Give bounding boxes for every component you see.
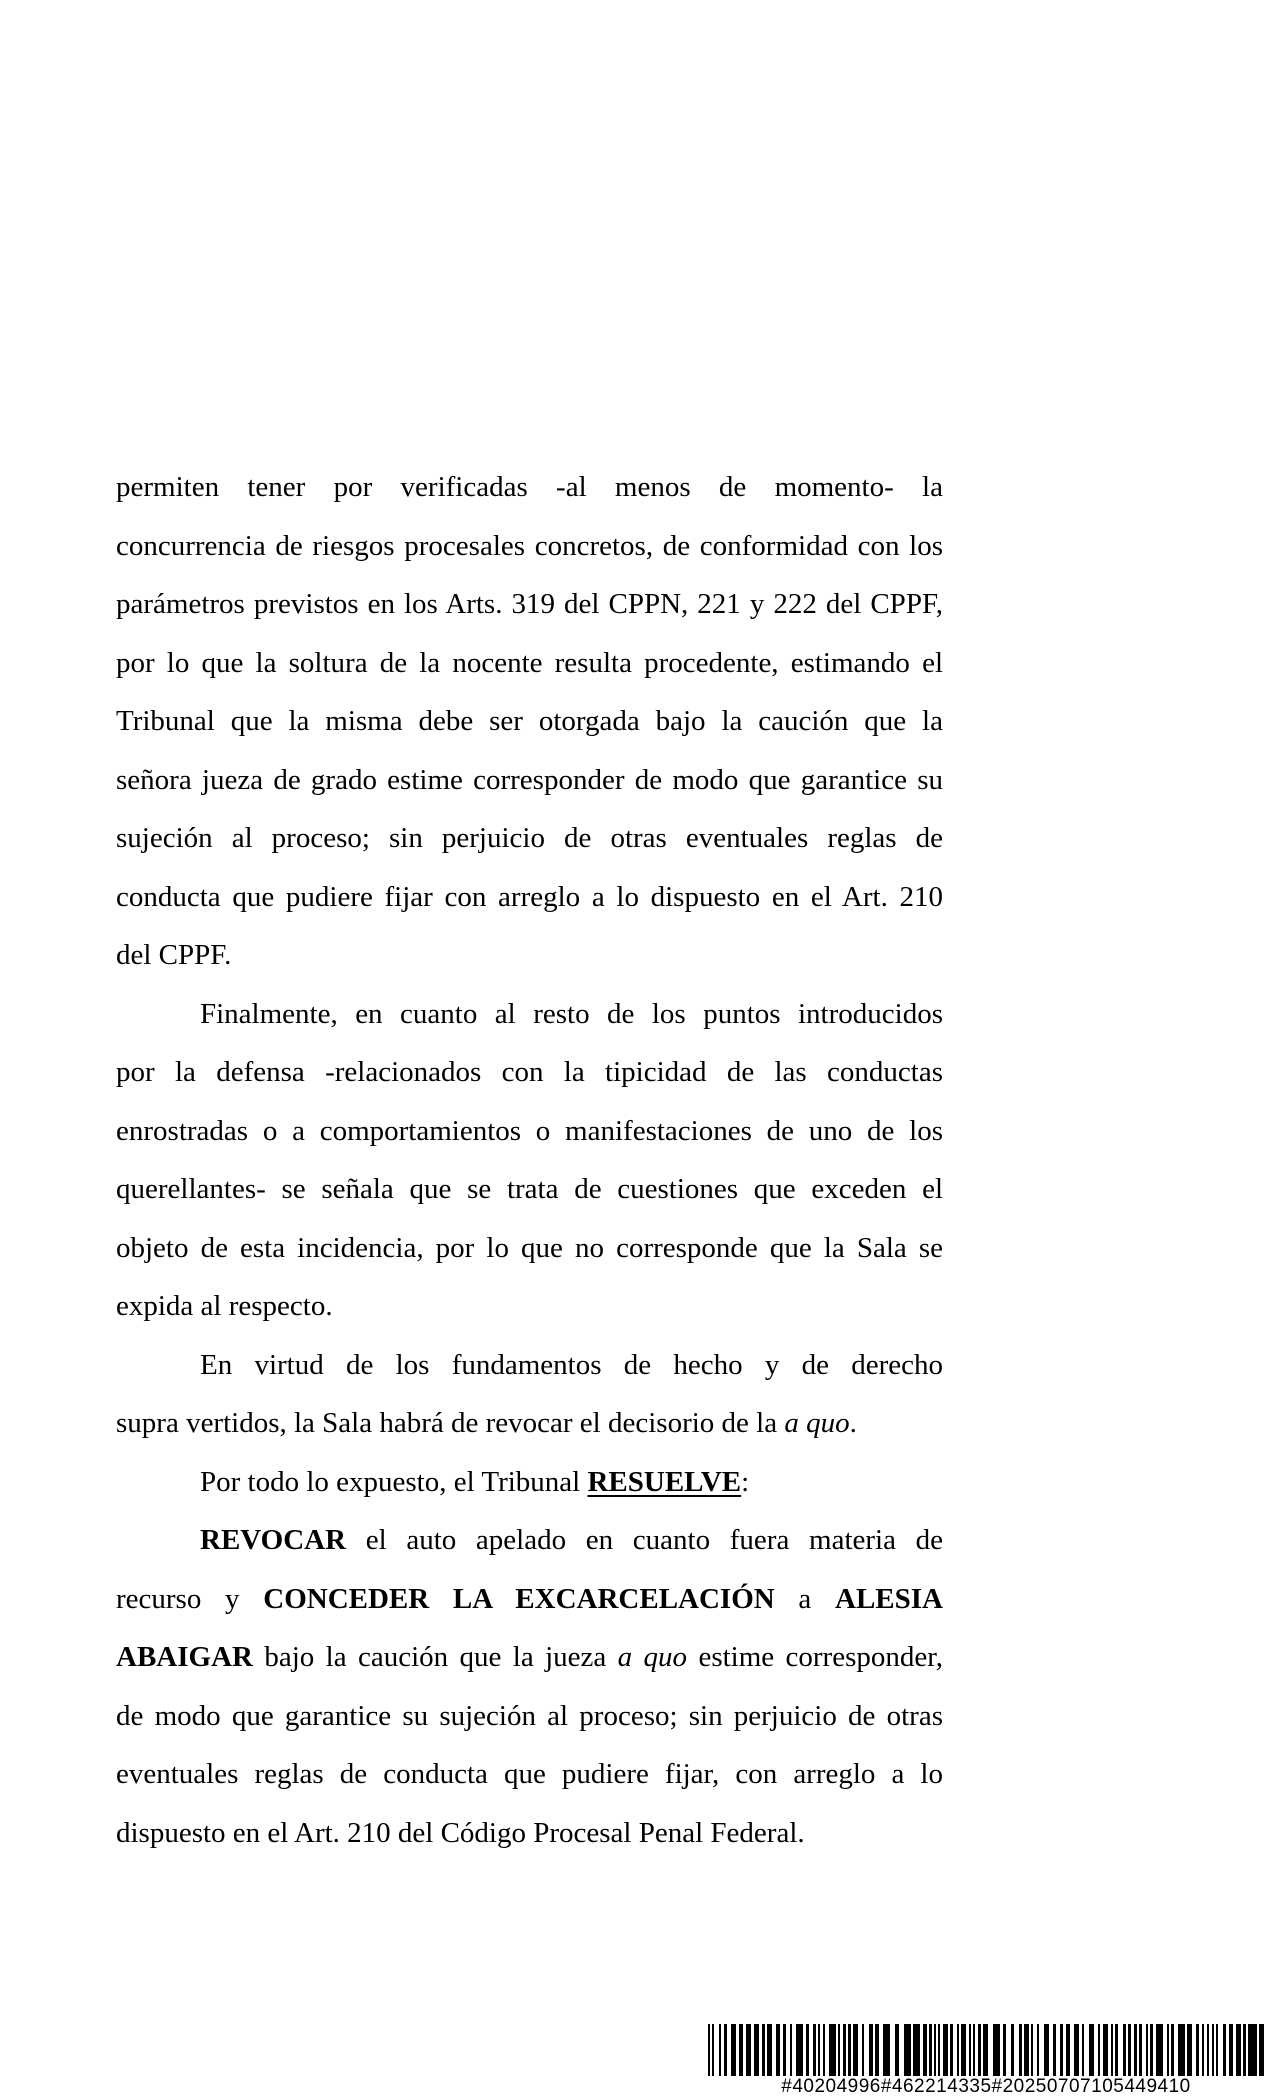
document-body [116, 458, 943, 1862]
text-line: querellantes- se señala que se trata de cuestiones que exceden el [116, 1173, 943, 1205]
text-line: objeto de esta incidencia, por lo que no corresponde que la Sala se [116, 1231, 943, 1264]
text-line: ABAIGAR bajo la caución que la jueza a quo estime corresponder, [116, 1641, 943, 1673]
text-line: dispuesto en el Art. 210 del Código Procesal Penal Federal. [116, 1816, 805, 1849]
text-line: parámetros previstos en los Arts. 319 del CPPN, 221 y 222 del CPPF, [116, 588, 943, 620]
text-line: REVOCAR el auto apelado en cuanto fuera materia de [200, 1524, 943, 1556]
text-line: expida al respecto. [116, 1290, 333, 1322]
text-line: conducta que pudiere fijar con arreglo a lo dispuesto en el Art. 210 [116, 880, 943, 913]
text-line: por lo que la soltura de la nocente resulta procedente, estimando el [116, 646, 943, 679]
text-line: señora jueza de grado estime corresponder de modo que garantice su [116, 763, 943, 796]
text-line: eventuales reglas de conducta que pudiere fijar, con arreglo a lo [116, 1758, 943, 1790]
text-line: permiten tener por verificadas -al menos de momento- la [116, 471, 943, 503]
text-line: de modo que garantice su sujeción al proceso; sin perjuicio de otras [116, 1699, 943, 1732]
text-line: sujeción al proceso; sin perjuicio de otras eventuales reglas de [116, 822, 943, 854]
barcode-bars [708, 2024, 1264, 2076]
barcode [708, 2024, 1264, 2098]
text-line: concurrencia de riesgos procesales concretos, de conformidad con los [116, 529, 943, 562]
text-line: por la defensa -relacionados con la tipicidad de las conductas [116, 1056, 943, 1088]
text-line: enrostradas o a comportamientos o manifestaciones de uno de los [116, 1114, 943, 1147]
text-line: Finalmente, en cuanto al resto de los puntos introducidos [200, 997, 943, 1030]
text-line: recurso y CONCEDER LA EXCARCELACIÓN a ALESIA [116, 1582, 943, 1615]
barcode-label: #40204996#462214335#20250707105449410 [781, 2076, 1191, 2097]
text-line: Por todo lo expuesto, el Tribunal RESUELVE: [200, 1465, 750, 1498]
text-line: supra vertidos, la Sala habrá de revocar el decisorio de la a quo. [116, 1407, 857, 1439]
text-line: En virtud de los fundamentos de hecho y de derecho [200, 1348, 943, 1381]
text-line: del CPPF. [116, 939, 232, 971]
text-line: Tribunal que la misma debe ser otorgada bajo la caución que la [116, 705, 943, 737]
